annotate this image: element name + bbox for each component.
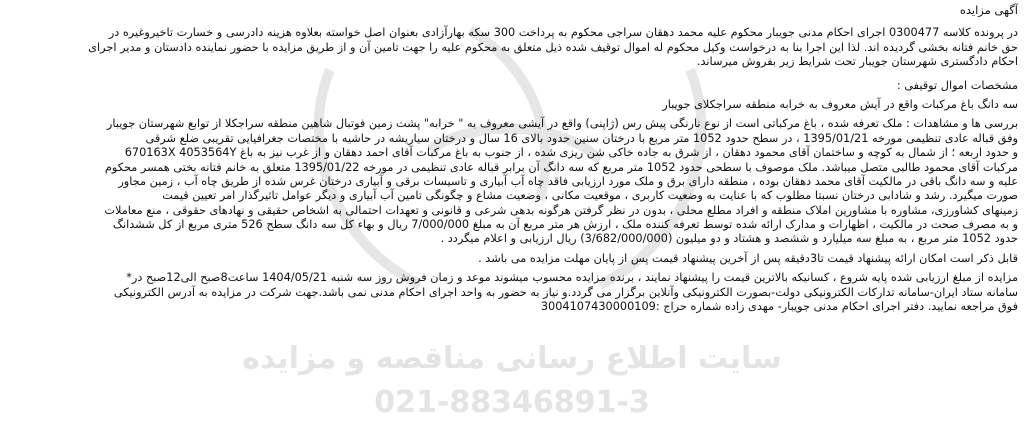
survey-line: و به مصرف صحت در مالکیت ، اظهارات و مدارک ارائه شده توسط تعرفه کننده ملک ، ارزش هر متر مربع آن به مبلغ 7/000/000 ریال و بهاء کل سه دانگ سطح 526 متری مربع از کل ششدانگ (112, 218, 1018, 232)
survey-line: حدود 1052 متر مربع ، به مبلغ سه میلیارد و ششصد و هشتاد و دو میلیون (3/682/000/000) ریال ارزیابی و اعلام میگردد . (440, 232, 1018, 246)
notice-title: آگهی مزایده (959, 3, 1018, 17)
auction-paragraph (8, 271, 1018, 314)
survey-line: زمینهای کشاورزی، مشاوره با مشاورین املاک منطقه و افراد مطلع محلی ، بدون در نظر گرفتن هرگونه بدهی شرعی و قانونی و تعهدات احتمالی به اشخاص حقیقی و نهادهای حقوقی ، منع معاملات (104, 203, 1018, 217)
survey-line: بررسی ها و مشاهدات : ملک تعرفه شده ، باغ مرکباتی است از نوع نارنگی پیش رس (ژاپنی) واقع در آیشی معروف به " خرابه" پشت زمین فوتبال شاهین منطقه سراجکلا از توابع شهرستان جویبار (106, 117, 1018, 131)
intro-line: حق خانم فتانه بخشی گردیده اند. لذا این اجرا بنا به درخواست وکیل محکوم له اموال توقیف شده ذیل متعلق به محکوم علیه را جهت تامین آن و از طریق مزایده با حضور نماینده دادستان و مدیر اجرای (88, 40, 1018, 54)
intro-line: احکام دادگستری شهرستان جویبار تحت شرایط زیر بفروش میرساند. (696, 55, 1018, 69)
watermark-site-name: سایت اطلاع رسانی مناقصه و مزایده (242, 341, 782, 376)
auction-line: فوق مراجعه نمایید. دفتر اجرای احکام مدنی جویبار- مهدی زاده شماره حراج :3004107430000109 (540, 300, 1018, 314)
watermark-phone: 021-88346891-3 (374, 385, 650, 420)
survey-line: مرکبات آقای محمود طالبی متصل میباشد. ملک موصوف با سطحی حدود 1052 متر مربع که سه دانگ آن برابر قباله عادی تنظیمی در مورخه 1395/01/22 متعلق به خانم فتانه بختی همسر محکوم (104, 160, 1018, 174)
survey-line: علیه و سه دانگ باقی در مالکیت آقای محمد دهقان بوده ، منطقه دارای برق و ملک مورد ارزیابی فاقد چاه آب آبیاری و تاسیسات برقی و آبیاری درختان غرس شده از طریق چاه آب ، زمین مجاور (118, 174, 1018, 188)
auction-line: سامانه ستاد ایران-سامانه تدارکات الکترونیکی دولت-بصورت الکترونیکی وآنلاین برگزار می گردد.و نیاز به حضور به واحد اجرای احکام مدنی نمی باشد.جهت شرکت در مزایده به آدرس الکترونیکی (113, 285, 1018, 299)
survey-line: صورت میگیرد. رشد و شادابی درختان نسبتا مطلوب که با عنایت به وضعیت کاربری ، موقعیت مکانی ، وضعیت مشاع و چگونگی تامین آب آبیاری و دیگر عوامل تاثیرگذار امر تعیین قیمت (162, 189, 1018, 203)
intro-line: در پرونده کلاسه 0300477 اجرای احکام مدنی جویبار محکوم علیه محمد دهقان سراجی محکوم به پرداخت 300 سکه بهارآزادی بعنوان اصل خواسته بعلاوه هزینه دادرسی و خسارت تاخیروغیره در (108, 26, 1018, 40)
survey-line: و حدود اربعه ؛ از شمال به کوچه و ساختمان آقای محمود دهقان ، از شرق به جاده خاکی شن ریزی شده ، از جنوب به باغ مرکبات آقای احمد دهقان و از غرب نیز به باغ 670163X 4053564Y (124, 146, 1018, 160)
auction-line: مزایده از مبلغ ارزیابی شده پایه شروع ، کسانیکه بالاترین قیمت را پیشنهاد نمایند ، برنده مزایده محسوب میشوند موعد و زمان فروش روز سه شنبه 1404/05/21 ساعت8صبح الی12صبح در* (126, 271, 1018, 285)
survey-paragraph (8, 117, 1018, 247)
seized-heading: مشخصات اموال توقیفی : (896, 78, 1018, 92)
property-title: سه دانگ باغ مرکبات واقع در آیش معروف به خرابه منطقه سراجکلای جویبار (662, 97, 1018, 111)
survey-line: وفق قباله عادی تنظیمی مورخه 1395/01/21 ، در سطح حدود 1052 متر مربع با درختان سنین حدود بالای 16 سال و درختان سیاریشه در حاشیه با مختصات جغرافیایی تقریبی ضلع شرقی (145, 131, 1018, 145)
bid-note: قابل ذکر است امکان ارائه پیشنهاد قیمت تا3دقیقه پس از آخرین پیشنهاد قیمت پس از پایان مهلت مزایده می باشد . (478, 251, 1018, 265)
intro-paragraph (8, 26, 1018, 69)
